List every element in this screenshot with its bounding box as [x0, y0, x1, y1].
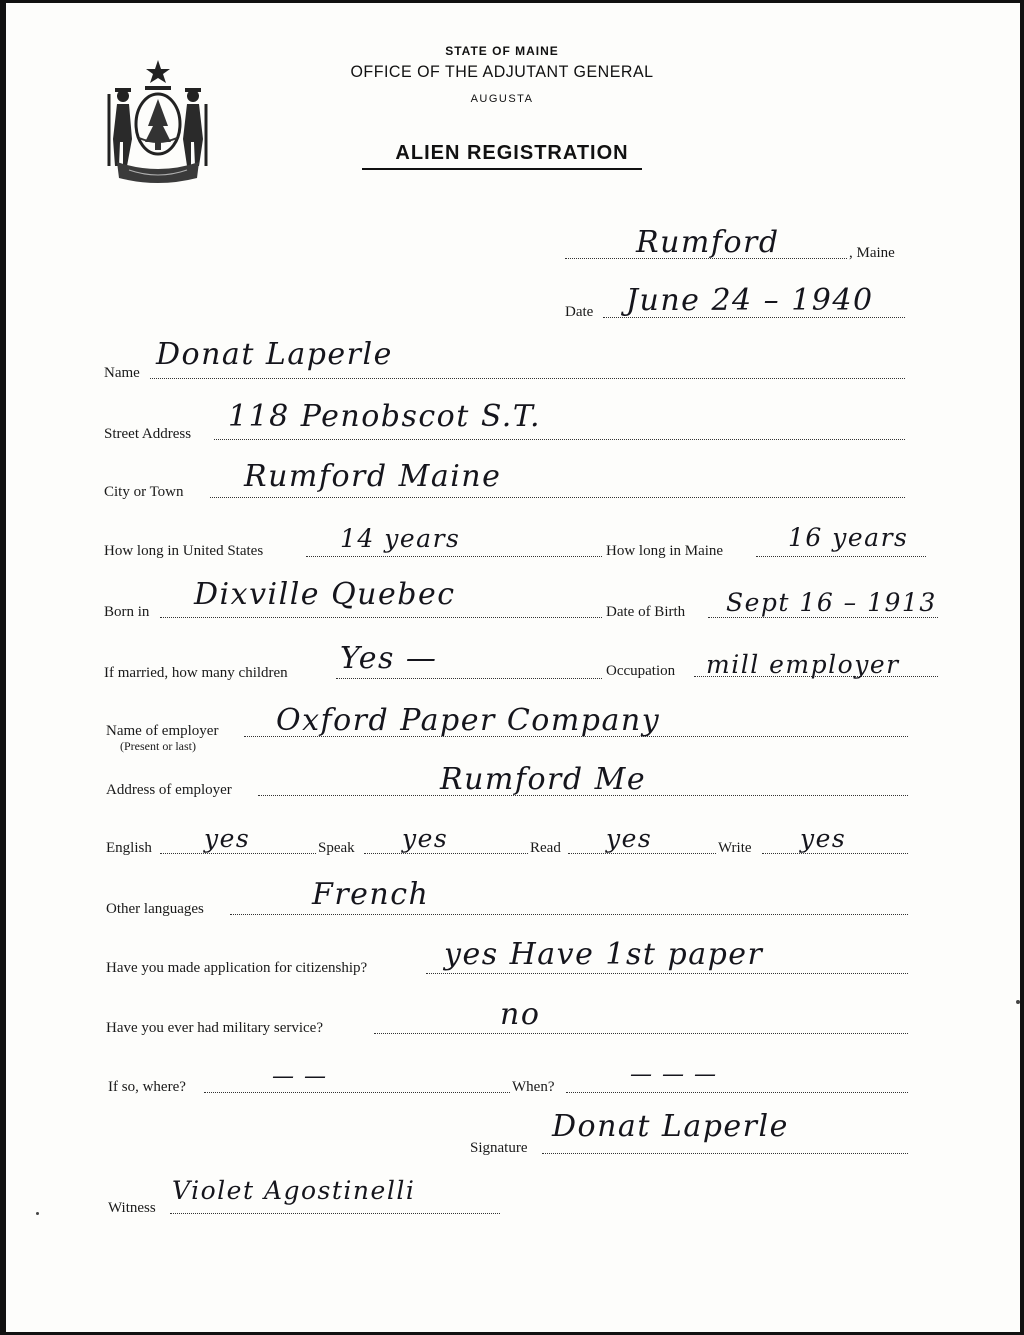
maine-label: , Maine [849, 245, 895, 261]
speak-entry: yes [402, 824, 449, 853]
street-address-label: Street Address [104, 426, 192, 442]
header-state: STATE OF MAINE [445, 44, 559, 58]
married-children-entry: Yes — [340, 641, 438, 676]
citizenship-label: Have you made application for citizenship? [106, 960, 368, 976]
date-of-birth-entry: Sept 16 – 1913 [726, 588, 937, 617]
title-underline [362, 168, 642, 170]
other-languages-label: Other languages [106, 901, 204, 917]
how-long-us-label: How long in United States [104, 543, 264, 559]
name-entry: Donat Laperle [156, 337, 393, 372]
date-of-birth-label: Date of Birth [606, 604, 686, 620]
born-in-label: Born in [104, 604, 150, 620]
speak-line [364, 853, 528, 854]
city-or-town-line [210, 497, 905, 498]
occupation-label: Occupation [606, 663, 676, 679]
name-of-employer-label: Name of employer [106, 723, 219, 739]
military-line [374, 1033, 908, 1034]
english-line [160, 853, 316, 854]
how-long-maine-entry: 16 years [788, 523, 909, 552]
if-so-where-line [204, 1092, 510, 1093]
street-address-entry: 118 Penobscot S.T. [228, 399, 541, 434]
name-line [150, 378, 905, 379]
signature-label: Signature [470, 1140, 528, 1156]
if-so-where-entry: — — [272, 1064, 328, 1089]
write-line [762, 853, 908, 854]
scan-border-left [0, 0, 6, 1335]
header-city: AUGUSTA [470, 93, 534, 105]
when-label: When? [512, 1079, 555, 1095]
date-of-birth-line [708, 617, 938, 618]
other-languages-entry: French [312, 877, 430, 912]
how-long-us-line [306, 556, 602, 557]
witness-label: Witness [108, 1200, 156, 1216]
military-entry: no [500, 997, 541, 1032]
city-or-town-label: City or Town [104, 484, 184, 500]
scan-border-right [1020, 0, 1024, 1335]
scan-border-top [0, 0, 1024, 3]
signature-line [542, 1153, 908, 1154]
present-or-last-label: (Present or last) [120, 739, 196, 753]
married-children-label: If married, how many children [104, 665, 288, 681]
read-line [568, 853, 716, 854]
write-entry: yes [800, 824, 847, 853]
speak-label: Speak [318, 840, 355, 856]
read-label: Read [530, 840, 561, 856]
how-long-maine-label: How long in Maine [606, 543, 724, 559]
street-address-line [214, 439, 905, 440]
address-of-employer-entry: Rumford Me [440, 762, 647, 797]
address-of-employer-label: Address of employer [106, 782, 232, 798]
witness-line [170, 1213, 500, 1214]
citizenship-entry: yes Have 1st paper [444, 937, 764, 972]
born-in-entry: Dixville Quebec [194, 577, 456, 612]
signature-entry: Donat Laperle [552, 1109, 789, 1144]
occupation-entry: mill employer [706, 650, 900, 679]
other-languages-line [230, 914, 908, 915]
header-office: OFFICE OF THE ADJUTANT GENERAL [350, 63, 654, 82]
scan-speck [1016, 1000, 1020, 1004]
date-entry: June 24 – 1940 [626, 283, 874, 318]
town-entry: Rumford [636, 225, 780, 260]
married-children-line [336, 678, 602, 679]
write-label: Write [718, 840, 752, 856]
when-line [566, 1092, 908, 1093]
scan-speck [36, 1212, 39, 1215]
name-of-employer-entry: Oxford Paper Company [276, 703, 661, 738]
form-title: ALIEN REGISTRATION [395, 142, 629, 164]
english-label: English [106, 840, 152, 856]
english-entry: yes [204, 824, 251, 853]
when-entry: — — — [630, 1062, 718, 1087]
date-label: Date [565, 304, 594, 320]
name-label: Name [104, 365, 140, 381]
read-entry: yes [606, 824, 653, 853]
citizenship-line [426, 973, 908, 974]
how-long-us-entry: 14 years [340, 524, 461, 553]
born-in-line [160, 617, 602, 618]
how-long-maine-line [756, 556, 926, 557]
military-label: Have you ever had military service? [106, 1020, 323, 1036]
if-so-where-label: If so, where? [108, 1079, 186, 1095]
city-or-town-entry: Rumford Maine [244, 459, 502, 494]
witness-entry: Violet Agostinelli [172, 1176, 416, 1205]
